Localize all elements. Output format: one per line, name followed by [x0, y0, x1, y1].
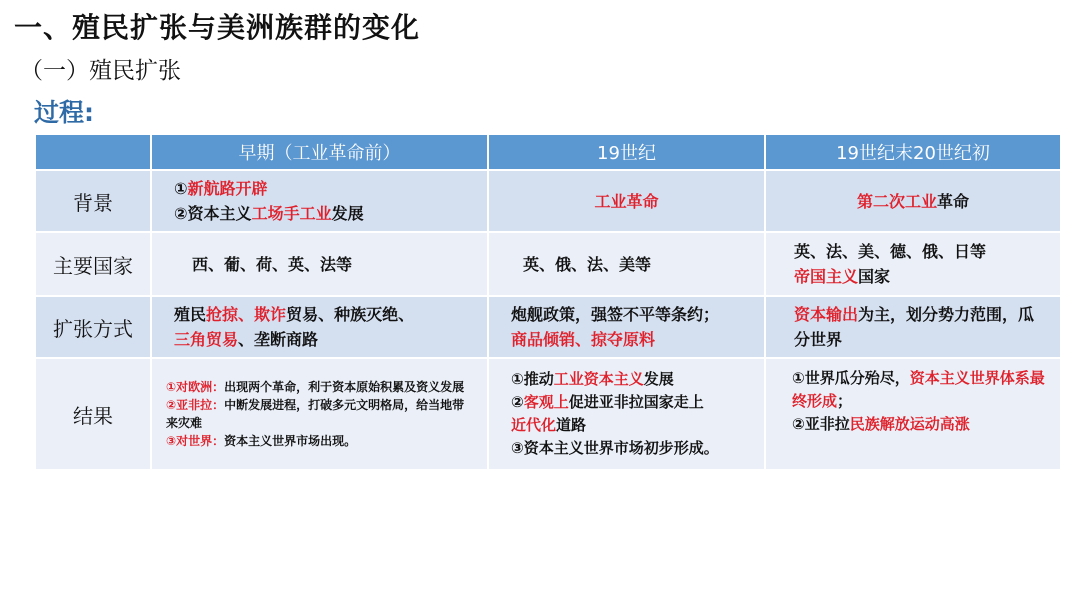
highlight-text: ③对世界： [166, 434, 225, 448]
cell-text: 发展 [331, 204, 364, 223]
cell-line [174, 176, 477, 201]
cell-result-19th [488, 358, 765, 470]
cell-text: 道路 [556, 416, 587, 434]
cell-text: 为主，划分势力范围，瓜分世界 [794, 305, 1035, 349]
cell-line [794, 264, 1050, 289]
cell-method-19th [488, 296, 765, 358]
cell-countries-19th [488, 232, 765, 296]
highlight-text: 资本输出 [794, 305, 859, 324]
highlight-text: 工业资本主义 [553, 370, 644, 388]
cell-result-early [151, 358, 488, 470]
cell-background-late [765, 170, 1061, 232]
cell-line [174, 201, 477, 226]
highlight-text: 欺诈 [254, 305, 287, 324]
column-header-early: 早期（工业革命前） [151, 134, 488, 170]
cell-text: 、垄断商路 [238, 330, 319, 349]
cell-text: 资本主义 [187, 204, 252, 223]
cell-countries-early [151, 232, 488, 296]
column-header-19th-century: 19世纪 [488, 134, 765, 170]
highlight-text: 帝国主义 [794, 267, 859, 286]
table-row-countries [35, 232, 1061, 296]
table-row-result [35, 358, 1061, 470]
cell-background-19th [488, 170, 765, 232]
cell-text: ①推动 [511, 370, 554, 388]
row-label-countries: 主要国家 [35, 232, 151, 296]
row-label-method: 扩张方式 [35, 296, 151, 358]
cell-text: 炮舰政策，强签不平等条约； [511, 305, 720, 324]
cell-text: 资本主义世界市场出现。 [224, 434, 357, 448]
highlight-text: 、 [238, 305, 255, 324]
highlight-text: 工业革命 [594, 191, 659, 211]
highlight-text: 客观上 [523, 393, 569, 411]
highlight-text: 工场手工业 [251, 204, 332, 223]
highlight-text: 新航路开辟 [187, 179, 268, 198]
cell-text: ； [837, 392, 853, 410]
cell-line [511, 368, 754, 391]
list-marker: ② [174, 204, 188, 223]
highlight-text: 资本主义世界体系最终形成 [792, 369, 1045, 410]
row-label-result: 结果 [35, 358, 151, 470]
cell-line [511, 391, 754, 414]
cell-line [166, 396, 473, 432]
cell-line [166, 378, 473, 396]
cell-text: 西、葡、荷、英、法等 [192, 254, 353, 274]
highlight-text: 三角贸易 [174, 330, 239, 349]
cell-text: 出现两个革命，利于资本原始积累及资义发展 [224, 380, 465, 394]
cell-line [174, 302, 477, 327]
highlight-text: 抢掠 [206, 305, 239, 324]
cell-background-early [151, 170, 488, 232]
highlight-text: 民族解放运动高涨 [849, 415, 970, 433]
cell-countries-late [765, 232, 1061, 296]
highlight-text: 第二次工业 [856, 191, 937, 211]
cell-text: 发展 [643, 370, 674, 388]
cell-text: 中断发展进程，打破多元文明格局，给当地带来灾难 [166, 398, 465, 430]
list-marker: ① [174, 179, 188, 198]
cell-text: ③资本主义世界市场初步形成。 [511, 439, 719, 457]
cell-line [166, 432, 473, 450]
table-header-row [35, 134, 1061, 170]
cell-text: 殖民 [174, 305, 207, 324]
cell-line [174, 327, 477, 352]
cell-method-late [765, 296, 1061, 358]
cell-text: 促进亚非拉国家走上 [568, 393, 704, 411]
cell-result-late [765, 358, 1061, 470]
cell-text: ②亚非拉 [792, 415, 850, 433]
table-row-background [35, 170, 1061, 232]
cell-line [792, 413, 1046, 436]
cell-line [792, 367, 1046, 413]
process-label: 过程: [34, 98, 94, 127]
cell-text: ② [511, 393, 524, 411]
highlight-text: 近代化 [511, 416, 557, 434]
highlight-text: ①对欧洲： [166, 380, 225, 394]
cell-text: ①世界瓜分殆尽， [792, 369, 910, 387]
highlight-text: ②亚非拉： [166, 398, 225, 412]
highlight-text: 商品倾销、掠夺原料 [511, 330, 656, 349]
column-header-late-19th-20th: 19世纪末20世纪初 [765, 134, 1061, 170]
cell-line [794, 302, 1046, 352]
cell-text: 国家 [858, 267, 891, 286]
colonial-expansion-table [34, 133, 1062, 471]
table-row-method [35, 296, 1061, 358]
section-subtitle: （一）殖民扩张 [20, 58, 181, 84]
cell-text: 英、法、美、德、俄、日等 [794, 242, 987, 261]
page-title: 一、殖民扩张与美洲族群的变化 [14, 11, 421, 44]
column-header-blank [35, 134, 151, 170]
cell-text: 革命 [937, 191, 970, 211]
cell-method-early [151, 296, 488, 358]
cell-text: 英、俄、法、美等 [523, 254, 652, 274]
cell-text: 贸易、种族灭绝、 [286, 305, 415, 324]
row-label-background: 背景 [35, 170, 151, 232]
cell-line [511, 414, 754, 437]
